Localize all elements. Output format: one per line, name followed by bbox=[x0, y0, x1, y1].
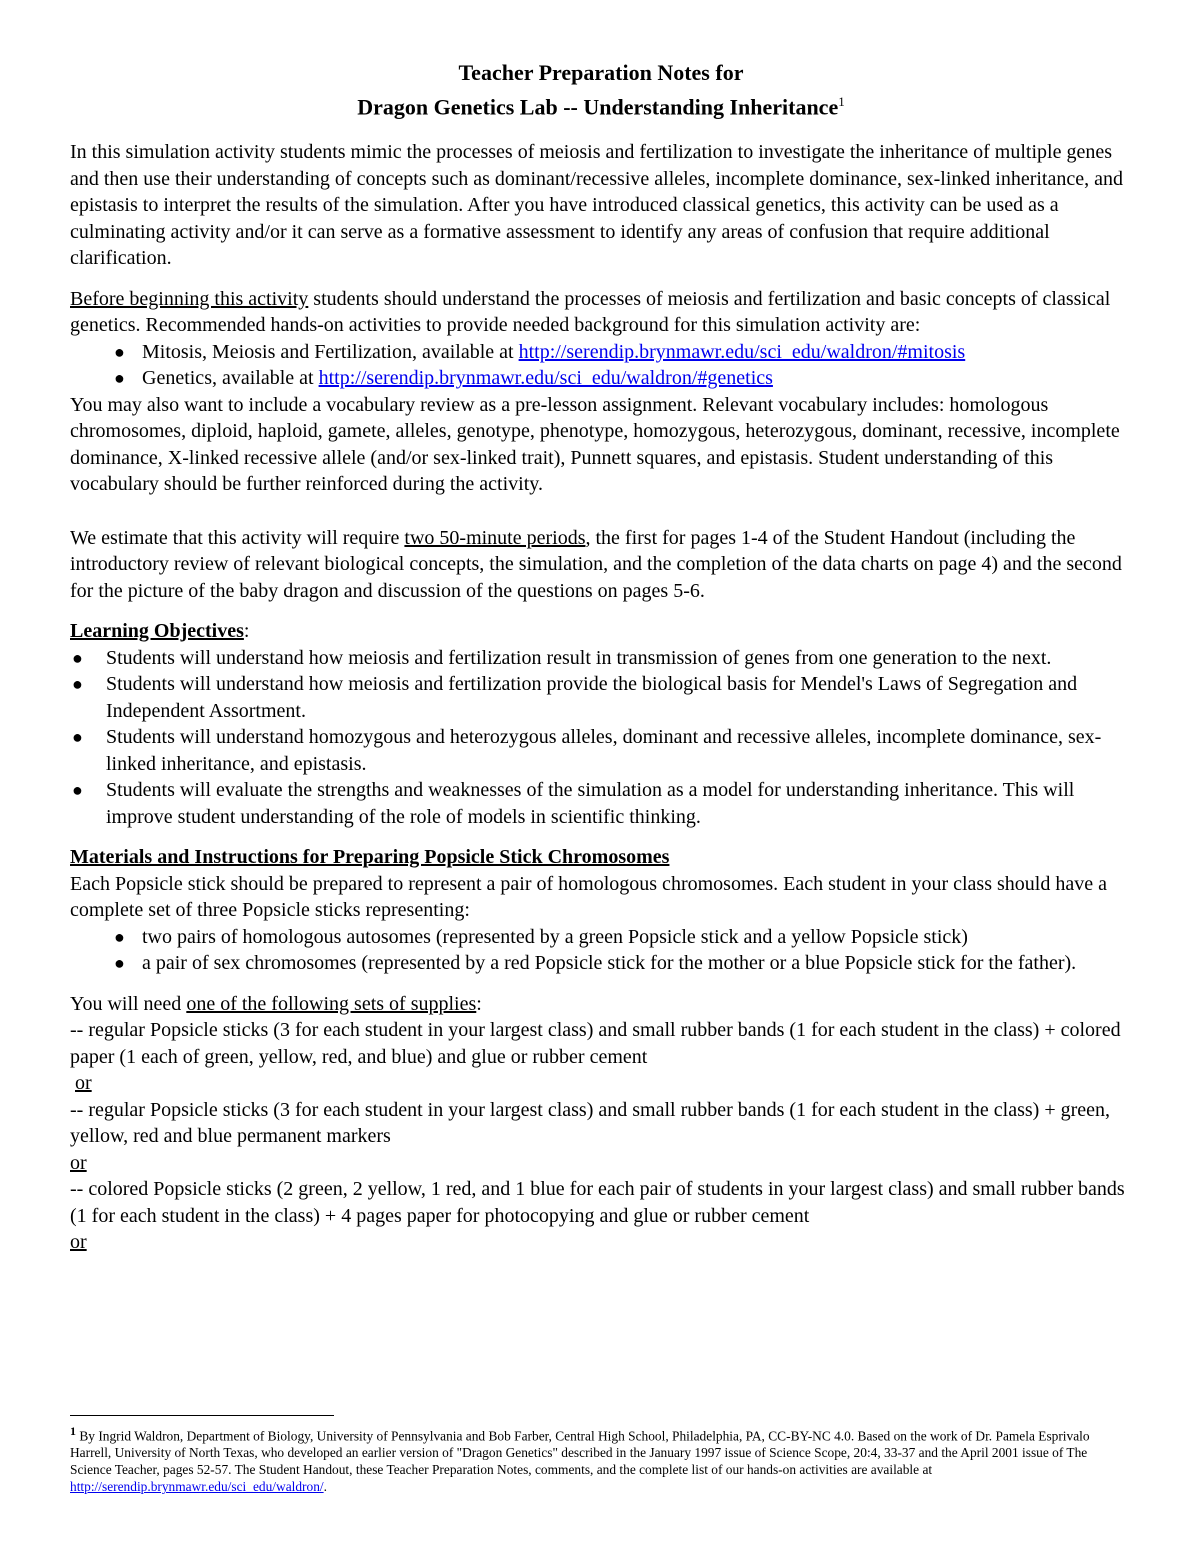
list-item: ● a pair of sex chromosomes (represented by a red Popsicle stick for the mother or a blue Popsicle stick for the father). bbox=[70, 950, 1132, 977]
before-paragraph bbox=[70, 286, 1132, 339]
or-separator: or bbox=[75, 1072, 92, 1095]
objectives-heading: Learning Objectives: bbox=[70, 620, 250, 643]
title-line-1: Teacher Preparation Notes for bbox=[458, 60, 744, 85]
supply-option-2: -- regular Popsicle sticks (3 for each student in your largest class) and small rubber bands (1 for each student in the class) + green, yellow, red and blue permanent markers bbox=[70, 1098, 1111, 1148]
title-line-2: Dragon Genetics Lab -- Understanding Inheritance bbox=[357, 94, 839, 120]
supply-option-1: -- regular Popsicle sticks (3 for each student in your largest class) and small rubber bands (1 for each student in the class) + colored paper (1 each of green, yellow, red, and blue) and glue or rubber cement bbox=[70, 1019, 1121, 1068]
list-item: ● Students will evaluate the strengths and weaknesses of the simulation as a model for understanding inheritance. This will improve student understanding of the role of models in scientific thinking. bbox=[72, 779, 1075, 828]
supply-option-3: -- colored Popsicle sticks (2 green, 2 yellow, 1 red, and 1 blue for each pair of students in your largest class) and small rubber bands (1 for each student in the class) + 4 pages paper for photocopying and glue or rubber cement bbox=[70, 1178, 1125, 1227]
estimate-paragraph: We estimate that this activity will require two 50-minute periods, the first for pages 1-4 of the Student Handout (including the introductory review of relevant biological concepts, the simulation, and the completion of the data charts on page 4) and the second for the picture of the baby dragon and discussion of the questions on pages 5-6. bbox=[70, 526, 1122, 602]
or-separator: or bbox=[70, 1151, 87, 1174]
objectives-list bbox=[70, 645, 1132, 831]
materials-heading: Materials and Instructions for Preparing Popsicle Stick Chromosomes bbox=[70, 846, 670, 869]
vocabulary-paragraph: You may also want to include a vocabulary review as a pre-lesson assignment. Relevant vocabulary includes: homologous chromosomes, diploid, haploid, gamete, alleles, genotype, phenotype, homozygous, heterozygous, dominant, recessive, incomplete dominance, X-linked recessive allele (and/or sex-linked trait), Punnett squares, and epistasis. Student understanding of this vocabulary should be further reinforced during the activity. bbox=[70, 393, 1120, 496]
list-item: ● Students will understand how meiosis and fertilization provide the biological basis for Mendel's Laws of Segregation and Independent Assortment. bbox=[72, 673, 1078, 722]
mitosis-link[interactable]: http://serendip.brynmawr.edu/sci_edu/waldron/#mitosis bbox=[518, 340, 966, 363]
bullet-icon: ● bbox=[72, 780, 83, 801]
document-page bbox=[70, 58, 1132, 1256]
bullet-icon: ● bbox=[114, 341, 125, 362]
title-footnote-mark[interactable]: 1 bbox=[838, 94, 845, 109]
bullet-icon: ● bbox=[72, 727, 83, 748]
intro-paragraph: In this simulation activity students mimic the processes of meiosis and fertilization to investigate the inheritance of multiple genes and then use their understanding of concepts such as dominant/recessive alleles, incomplete dominance, sex-linked inheritance, and epistasis to interpret the results of the simulation. After you have introduced classical genetics, this activity can be used as a culminating activity and/or it can serve as a formative assessment to identify any areas of confusion that require additional clarification. bbox=[70, 141, 1123, 270]
supplies-intro: You will need one of the following sets of supplies: bbox=[70, 992, 482, 1015]
list-item: ● Students will understand homozygous and heterozygous alleles, dominant and recessive alleles, incomplete dominance, sex-linked inheritance, and epistasis. bbox=[72, 726, 1102, 775]
estimate-duration: two 50-minute periods bbox=[404, 526, 586, 549]
genetics-link[interactable]: http://serendip.brynmawr.edu/sci_edu/waldron/#genetics bbox=[318, 367, 773, 390]
footnote-mark: 1 bbox=[70, 1424, 76, 1438]
materials-list bbox=[70, 924, 1132, 977]
bullet-icon: ● bbox=[114, 368, 125, 389]
before-lead: Before beginning this activity bbox=[70, 287, 309, 310]
waldron-link[interactable]: http://serendip.brynmawr.edu/sci_edu/waldron/ bbox=[70, 1479, 324, 1495]
page-title bbox=[70, 58, 1132, 121]
materials-paragraph: Each Popsicle stick should be prepared to represent a pair of homologous chromosomes. Each student in your class should have a complete set of three Popsicle sticks representing: bbox=[70, 872, 1107, 922]
before-text: students should understand the processes of meiosis and fertilization and basic concepts of classical genetics. Recommended hands-on activities to provide needed background for this simulation activity are: bbox=[70, 287, 1111, 337]
bullet-icon: ● bbox=[72, 674, 83, 695]
list-item: ● Students will understand how meiosis and fertilization result in transmission of genes from one generation to the next. bbox=[70, 645, 1132, 672]
list-item: ● Genetics, available at http://serendip.brynmawr.edu/sci_edu/waldron/#genetics bbox=[70, 365, 1132, 392]
list-item: ● two pairs of homologous autosomes (represented by a green Popsicle stick and a yellow Popsicle stick) bbox=[70, 924, 1132, 951]
bullet-icon: ● bbox=[72, 647, 83, 668]
list-item: ● Mitosis, Meiosis and Fertilization, available at http://serendip.brynmawr.edu/sci_edu/waldron/#mitosis bbox=[70, 339, 1132, 366]
background-activities-list bbox=[70, 339, 1132, 392]
or-separator: or bbox=[70, 1231, 87, 1254]
footnote: $^1$ By Ingrid Waldron, Department of Biology, University of Pennsylvania and Bob Farber, Central High School, Philadelphia, PA, CC-BY-NC 4.0. Based on the work of Dr. Pamela Esprivalo Harrell, University of North Texas, who developed an earlier version of "Dragon Genetics" described in the January 1997 issue of Science Scope, 20:4, 33-37 and the April 2001 issue of The Science Teacher, pages 52-57. The Student Handout, these Teacher Preparation Notes, comments, and the complete list of our hands-on activities are available at http://serendip.brynmawr.edu/sci_edu/waldron/. bbox=[70, 1424, 1090, 1495]
footnote-divider bbox=[70, 1415, 334, 1416]
bullet-icon: ● bbox=[114, 926, 125, 947]
bullet-icon: ● bbox=[114, 953, 125, 974]
